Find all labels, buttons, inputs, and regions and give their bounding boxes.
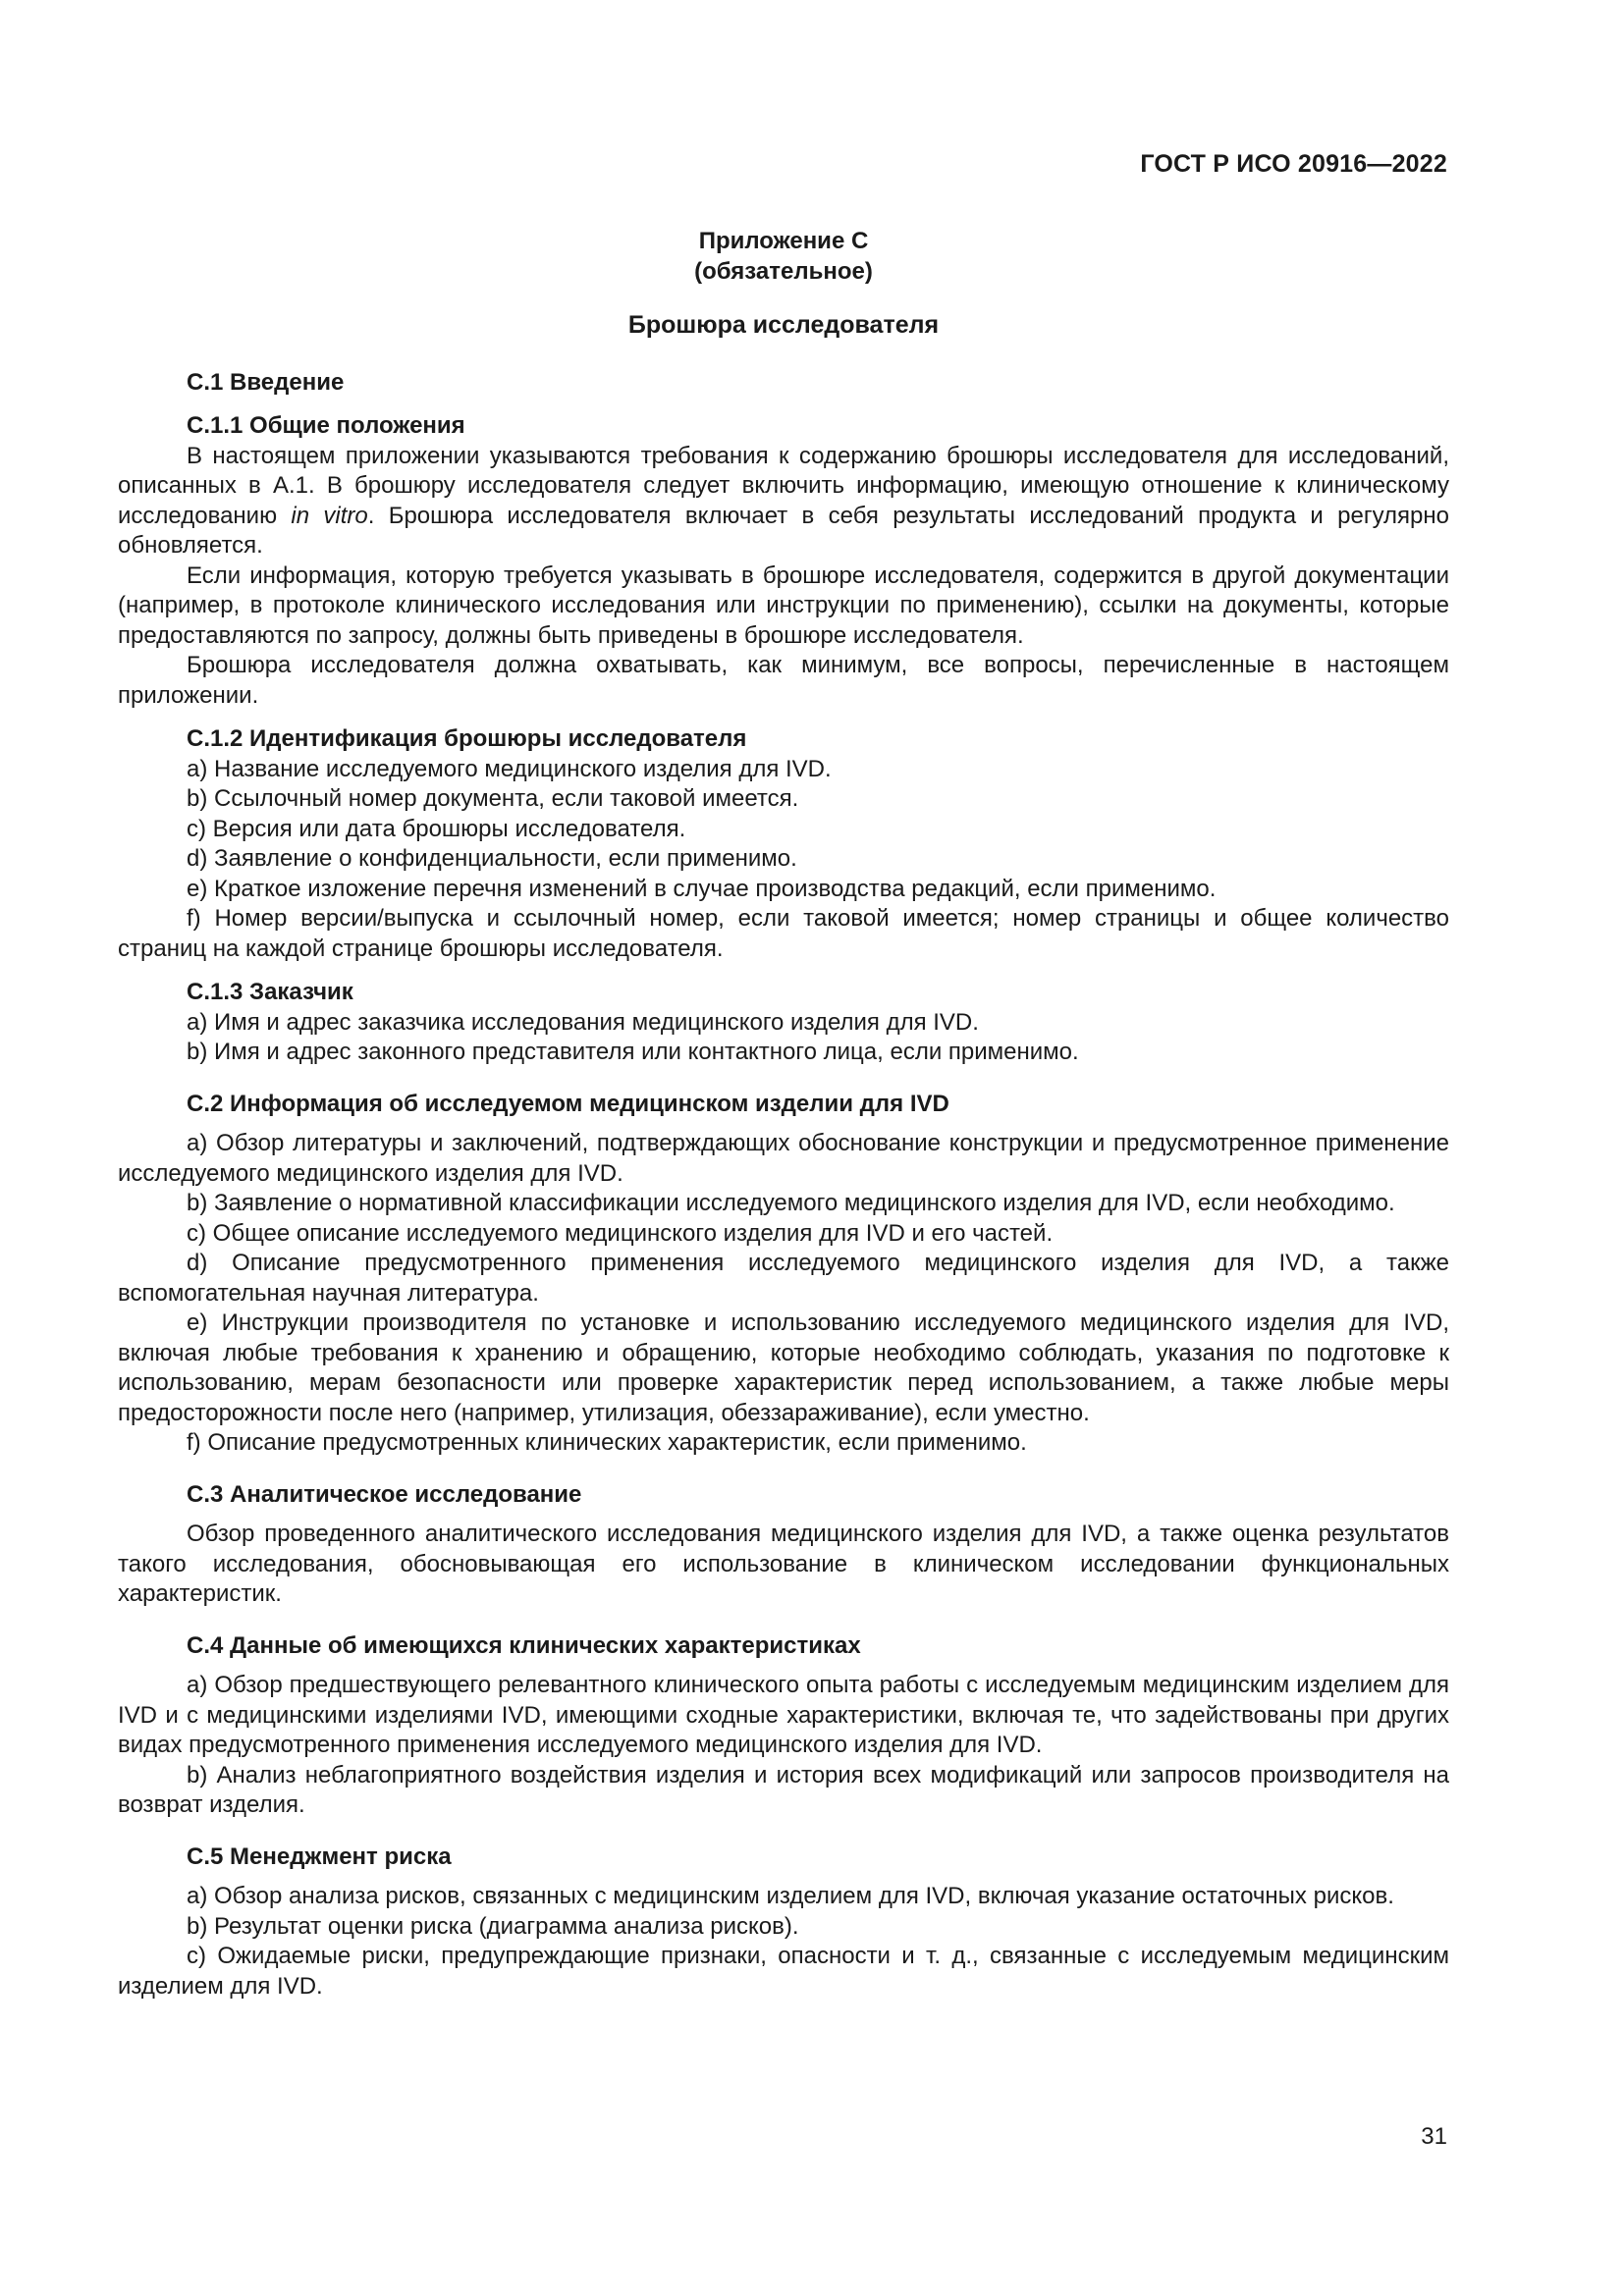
paragraph: Если информация, которую требуется указывать в брошюре исследователя, содержится в другой документации (например, в протоколе клинического исследования или инструкции по применению), ссылки на документы, которые предоставляются по запросу, должны быть приведены в брошюре исследователя.: [118, 561, 1449, 649]
annex-title: Приложение С: [698, 228, 869, 254]
list-item: e) Краткое изложение перечня изменений в случае производства редакций, если применимо.: [187, 875, 1217, 902]
list-item: f) Описание предусмотренных клинических характеристик, если применимо.: [187, 1429, 1027, 1456]
list-item: b) Ссылочный номер документа, если таковой имеется.: [187, 785, 799, 812]
section-c12-heading: С.1.2 Идентификация брошюры исследователя: [187, 725, 747, 752]
list-item: a) Обзор литературы и заключений, подтверждающих обоснование конструкции и предусмотренное применение исследуемого медицинского изделия для IVD.: [118, 1130, 1449, 1187]
section-c4-heading: С.4 Данные об имеющихся клинических характеристиках: [187, 1631, 861, 1659]
annex-name: Брошюра исследователя: [627, 311, 940, 339]
page-content: [118, 226, 1449, 2002]
list-item: b) Результат оценки риска (диаграмма анализа рисков).: [187, 1912, 799, 1940]
italic-term: in vitro: [291, 502, 368, 529]
section-c1-heading: С.1 Введение: [187, 368, 345, 396]
section-c3-heading: С.3 Аналитическое исследование: [187, 1480, 582, 1508]
list-item: c) Ожидаемые риски, предупреждающие признаки, опасности и т. д., связанные с исследуемым медицинским изделием для IVD.: [118, 1943, 1449, 2000]
section-c11-heading: С.1.1 Общие положения: [187, 412, 465, 439]
list-item: d) Описание предусмотренного применения исследуемого медицинского изделия для IVD, а также вспомогательная научная литература.: [118, 1250, 1449, 1307]
list-item: b) Анализ неблагоприятного воздействия изделия и история всех модификаций или запросов производителя на возврат изделия.: [118, 1761, 1449, 1818]
section-c5-heading: С.5 Менеджмент риска: [187, 1842, 452, 1870]
list-item: c) Версия или дата брошюры исследователя.: [187, 815, 686, 842]
paragraph-text: В настоящем приложении указываются требования к содержанию брошюры исследователя для исследований, описанных в А.1. В брошюру исследователя следует включить информацию, имеющую отношение к клиническому исследованию: [118, 442, 1449, 529]
list-item: a) Название исследуемого медицинского изделия для IVD.: [187, 755, 832, 782]
section-c13-heading: С.1.3 Заказчик: [187, 979, 353, 1005]
list-item: a) Имя и адрес заказчика исследования медицинского изделия для IVD.: [187, 1008, 979, 1036]
list-item: c) Общее описание исследуемого медицинского изделия для IVD и его частей.: [187, 1219, 1054, 1247]
paragraph: Брошюра исследователя должна охватывать, как минимум, все вопросы, перечисленные в настоящем приложении.: [118, 652, 1449, 709]
list-item: f) Номер версии/выпуска и ссылочный номер, если таковой имеется; номер страницы и общее количество страниц на каждой странице брошюры исследователя.: [118, 905, 1449, 962]
section-c2-heading: С.2 Информация об исследуемом медицинском изделии для IVD: [187, 1090, 949, 1117]
list-item: a) Обзор предшествующего релевантного клинического опыта работы с исследуемым медицинским изделием для IVD и с медицинскими изделиями IVD, имеющими сходные характеристики, включая те, что задействованы при других видах предусмотренного применения исследуемого медицинского изделия для IVD.: [118, 1672, 1449, 1758]
standard-code: ГОСТ Р ИСО 20916—2022: [1140, 150, 1447, 178]
list-item: d) Заявление о конфиденциальности, если применимо.: [187, 845, 797, 872]
paragraph: [118, 442, 1449, 561]
paragraph-text: . Брошюра исследователя включает в себя результаты исследований продукта и регулярно обновляется.: [118, 502, 1449, 559]
annex-status: (обязательное): [694, 258, 873, 285]
paragraph: Обзор проведенного аналитического исследования медицинского изделия для IVD, а также оценка результатов такого исследования, обосновывающая его использование в клиническом исследовании функциональных характеристик.: [118, 1521, 1449, 1607]
list-item: b) Имя и адрес законного представителя или контактного лица, если применимо.: [187, 1039, 1079, 1065]
list-item: b) Заявление о нормативной классификации исследуемого медицинского изделия для IVD, если необходимо.: [187, 1190, 1395, 1216]
page-number: 31: [1421, 2123, 1447, 2150]
list-item: a) Обзор анализа рисков, связанных с медицинским изделием для IVD, включая указание остаточных рисков.: [187, 1883, 1394, 1909]
list-item: e) Инструкции производителя по установке и использованию исследуемого медицинского изделия для IVD, включая любые требования к хранению и обращению, которые необходимо соблюдать, указания по подготовке к использованию, мерам безопасности или проверке характеристик перед использованием, а также любые меры предосторожности после него (например, утилизация, обеззараживание), если уместно.: [118, 1309, 1449, 1426]
